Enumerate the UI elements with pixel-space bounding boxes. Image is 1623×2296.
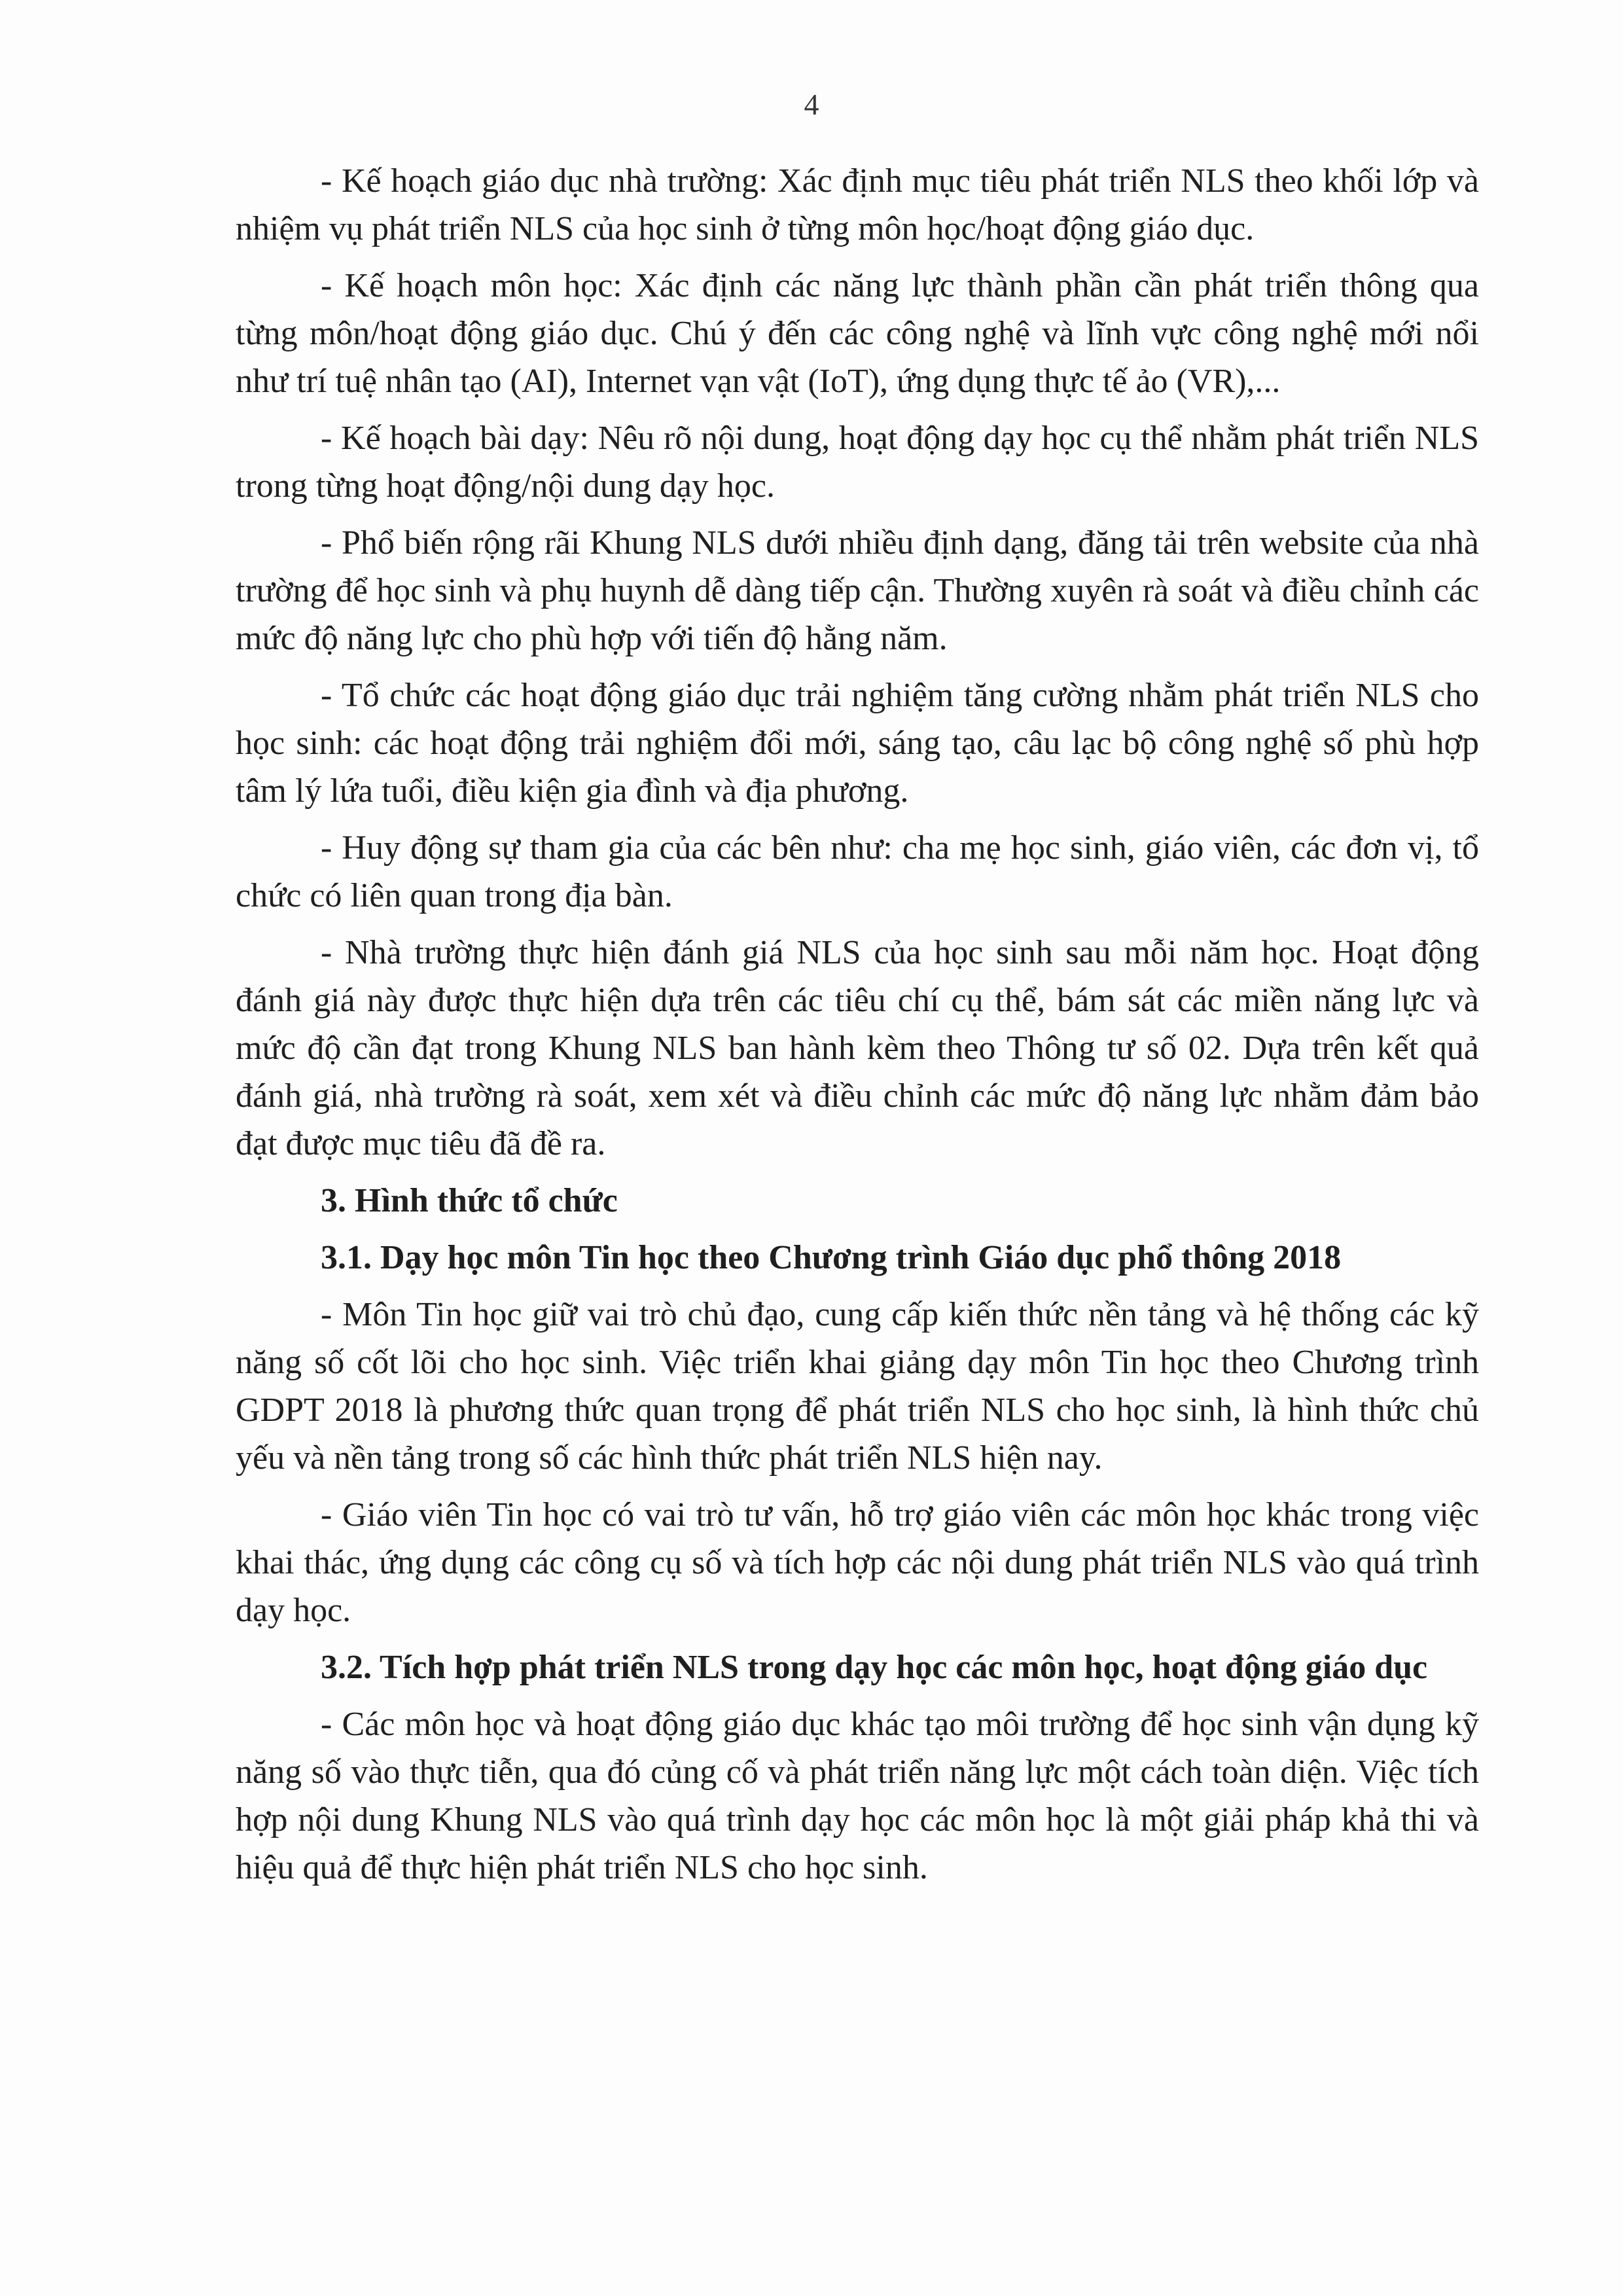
section-heading-3-1: 3.1. Dạy học môn Tin học theo Chương trình Giáo dục phổ thông 2018 bbox=[321, 1239, 1342, 1276]
document-body bbox=[236, 157, 1479, 1901]
paragraph-assessment: - Nhà trường thực hiện đánh giá NLS của học sinh sau mỗi năm học. Hoạt động đánh giá này được thực hiện dựa trên các tiêu chí cụ thể, bám sát các miền năng lực và mức độ cần đạt trong Khung NLS ban hành kèm theo Thông tư số 02. Dựa trên kết quả đánh giá, nhà trường rà soát, xem xét và điều chỉnh các mức độ năng lực nhằm đảm bảo đạt được mục tiêu đã đề ra. bbox=[236, 934, 1479, 1162]
paragraph-integration: - Các môn học và hoạt động giáo dục khác tạo môi trường để học sinh vận dụng kỹ năng số vào thực tiễn, qua đó củng cố và phát triển năng lực một cách toàn diện. Việc tích hợp nội dung Khung NLS vào quá trình dạy học các môn học là một giải pháp khả thi và hiệu quả để thực hiện phát triển NLS cho học sinh. bbox=[236, 1706, 1479, 1886]
paragraph-informatics-role: - Môn Tin học giữ vai trò chủ đạo, cung cấp kiến thức nền tảng và hệ thống các kỹ năng số cốt lõi cho học sinh. Việc triển khai giảng dạy môn Tin học theo Chương trình GDPT 2018 là phương thức quan trọng để phát triển NLS cho học sinh, là hình thức chủ yếu và nền tảng trong số các hình thức phát triển NLS hiện nay. bbox=[236, 1296, 1479, 1477]
paragraph-informatics-teacher: - Giáo viên Tin học có vai trò tư vấn, hỗ trợ giáo viên các môn học khác trong việc khai thác, ứng dụng các công cụ số và tích hợp các nội dung phát triển NLS vào quá trình dạy học. bbox=[236, 1496, 1479, 1629]
section-heading-3-2: 3.2. Tích hợp phát triển NLS trong dạy học các môn học, hoạt động giáo dục bbox=[321, 1649, 1428, 1686]
paragraph-school-plan: - Kế hoạch giáo dục nhà trường: Xác định mục tiêu phát triển NLS theo khối lớp và nhiệm vụ phát triển NLS của học sinh ở từng môn học/hoạt động giáo dục. bbox=[236, 162, 1479, 247]
paragraph-dissemination: - Phổ biến rộng rãi Khung NLS dưới nhiều định dạng, đăng tải trên website của nhà trường để học sinh và phụ huynh dễ dàng tiếp cận. Thường xuyên rà soát và điều chỉnh các mức độ năng lực cho phù hợp với tiến độ hằng năm. bbox=[236, 524, 1479, 657]
page-number: 4 bbox=[804, 88, 819, 121]
paragraph-lesson-plan: - Kế hoạch bài dạy: Nêu rõ nội dung, hoạt động dạy học cụ thể nhằm phát triển NLS trong từng hoạt động/nội dung dạy học. bbox=[236, 420, 1479, 505]
section-heading-3: 3. Hình thức tổ chức bbox=[321, 1182, 618, 1219]
paragraph-subject-plan: - Kế hoạch môn học: Xác định các năng lực thành phần cần phát triển thông qua từng môn/hoạt động giáo dục. Chú ý đến các công nghệ và lĩnh vực công nghệ mới nổi như trí tuệ nhân tạo (AI), Internet vạn vật (IoT), ứng dụng thực tế ảo (VR),... bbox=[236, 267, 1479, 400]
paragraph-experiential-activities: - Tổ chức các hoạt động giáo dục trải nghiệm tăng cường nhằm phát triển NLS cho học sinh: các hoạt động trải nghiệm đổi mới, sáng tạo, câu lạc bộ công nghệ số phù hợp tâm lý lứa tuổi, điều kiện gia đình và địa phương. bbox=[236, 677, 1479, 810]
paragraph-stakeholders: - Huy động sự tham gia của các bên như: cha mẹ học sinh, giáo viên, các đơn vị, tổ chức có liên quan trong địa bàn. bbox=[236, 829, 1479, 914]
